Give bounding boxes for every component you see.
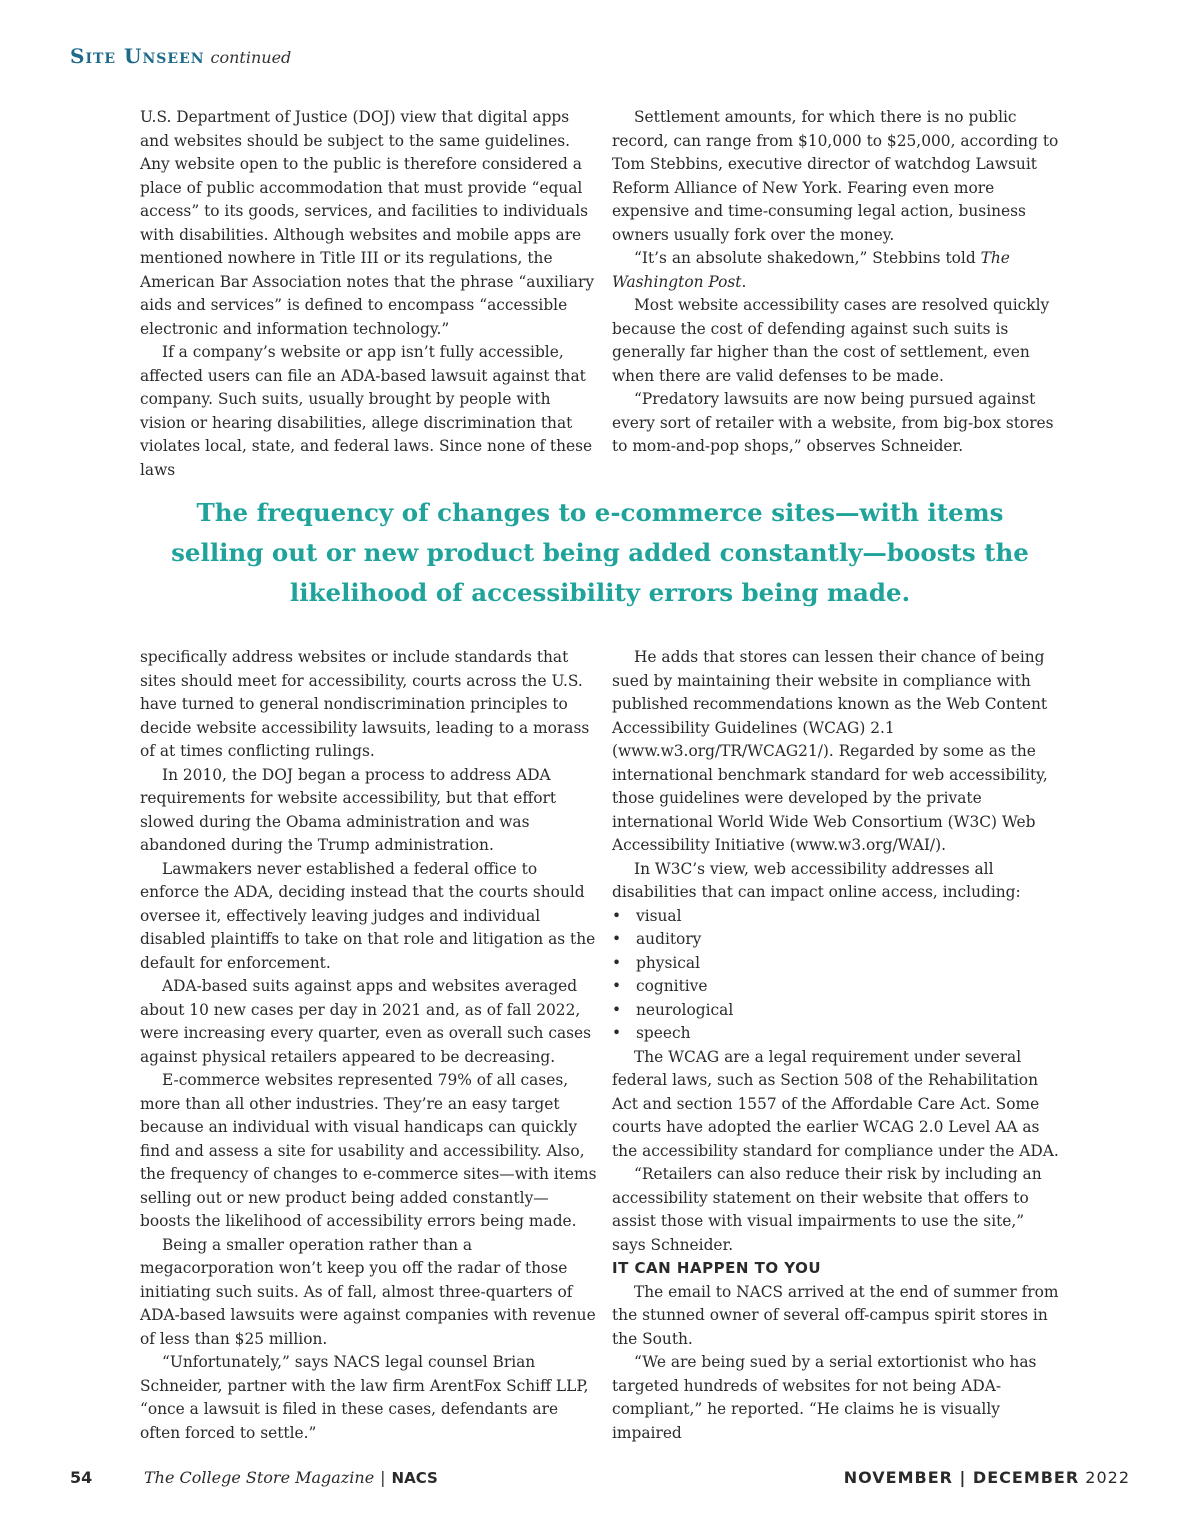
list-item: • auditory xyxy=(612,928,1060,952)
paragraph: “Unfortunately,” says NACS legal counsel Brian Schneider, partner with the law firm ArentFox Schiff LLP, “once a lawsuit is filed in these cases, defendants are often forced to settle.” xyxy=(140,1353,589,1442)
org-name: NACS xyxy=(391,1469,438,1487)
top-left-column xyxy=(140,106,598,482)
paragraph: ADA-based suits against apps and websites averaged about 10 new cases per day in 2021 and, as of fall 2022, were increasing every quarter, even as overall such cases against physical retailers appeared to be decreasing. xyxy=(140,977,592,1066)
bottom-right-column xyxy=(612,646,1060,1445)
paragraph: Lawmakers never established a federal office to enforce the ADA, deciding instead that the courts should oversee it, effectively leaving judges and individual disabled plaintiffs to take on that role and litigation as the default for enforcement. xyxy=(140,859,596,972)
section-header xyxy=(70,44,291,68)
paragraph: E-commerce websites represented 79% of all cases, more than all other industries. They’re an easy target because an individual with visual handicaps can quickly find and assess a site for usability and accessibility. Also, the frequency of changes to e-commerce sites—with items selling out or new product being added constantly—boosts the likelihood of accessibility errors being made. xyxy=(140,1071,597,1230)
paragraph: Settlement amounts, for which there is no public record, can range from $10,000 to $25,000, according to Tom Stebbins, executive director of watchdog Lawsuit Reform Alliance of New York. Fearing even more expensive and time-consuming legal action, business owners usually fork over the money. xyxy=(612,108,1059,244)
paragraph: He adds that stores can lessen their chance of being sued by maintaining their website in compliance with published recommendations known as the Web Content Accessibility Guidelines (WCAG) 2.1 (www.w3.org/TR/WCAG21/). Regarded by some as the international benchmark standard for web accessibility, those guidelines were developed by the private international World Wide Web Consortium (W3C) Web Accessibility Initiative (www.w3.org/WAI/). xyxy=(612,648,1048,854)
paragraph: In 2010, the DOJ began a process to address ADA requirements for website accessibility, but that effort slowed during the Obama administration and was abandoned during the Trump administration. xyxy=(140,765,557,854)
paragraph: U.S. Department of Justice (DOJ) view that digital apps and websites should be subject to the same guidelines. Any website open to the public is therefore considered a place of public accommodation that must provide “equal access” to its goods, services, and facilities to individuals with disabilities. Although websites and mobile apps are mentioned nowhere in Title III or its regulations, the American Bar Association notes that the phrase “auxiliary aids and services” is defined to encompass “accessible electronic and information technology.” xyxy=(140,108,595,338)
magazine-name: The College Store Magazine xyxy=(144,1468,375,1487)
paragraph: The WCAG are a legal requirement under several federal laws, such as Section 508 of the Rehabilitation Act and section 1557 of the Affordable Care Act. Some courts have adopted the earlier WCAG 2.0 Level AA as the accessibility standard for compliance under the ADA. xyxy=(612,1047,1059,1160)
magazine-credit xyxy=(144,1468,438,1487)
issue-months: NOVEMBER | DECEMBER xyxy=(843,1468,1080,1487)
list-item: • speech xyxy=(612,1022,1060,1046)
continued-label: continued xyxy=(210,48,292,67)
paragraph: Most website accessibility cases are resolved quickly because the cost of defending against such suits is generally far higher than the cost of settlement, even when there are valid defenses to be made. xyxy=(612,296,1050,385)
quote-text: “It’s an absolute shakedown,” Stebbins told xyxy=(634,249,981,267)
paragraph: If a company’s website or app isn’t fully accessible, affected users can file an ADA-based lawsuit against that company. Such suits, usually brought by people with vision or hearing disabilities, allege discrimination that violates local, state, and federal laws. Since none of these laws xyxy=(140,343,593,479)
section-title: Site Unseen xyxy=(70,44,205,68)
paragraph: The email to NACS arrived at the end of summer from the stunned owner of several off-campus spirit stores in the South. xyxy=(612,1282,1059,1348)
paragraph: “Predatory lawsuits are now being pursued against every sort of retailer with a website, from big-box stores to mom-and-pop shops,” observes Schneider. xyxy=(612,390,1054,455)
paragraph: “Retailers can also reduce their risk by including an accessibility statement on their website that offers to assist those with visual impairments to use the site,” says Schneider. xyxy=(612,1165,1042,1254)
paragraph: In W3C’s view, web accessibility addresses all disabilities that can impact online access, including: xyxy=(612,859,1021,901)
paragraph: “We are being sued by a serial extortionist who has targeted hundreds of websites for not being ADA-compliant,” he reported. “He claims he is visually impaired xyxy=(612,1353,1037,1442)
list-item: • visual xyxy=(612,905,1060,929)
list-item: • neurological xyxy=(612,999,1060,1023)
list-item: • cognitive xyxy=(612,975,1060,999)
page-footer xyxy=(70,1468,1130,1492)
bottom-left-column xyxy=(140,646,598,1445)
list-item: • physical xyxy=(612,952,1060,976)
disability-list xyxy=(612,905,1060,1046)
separator: | xyxy=(380,1468,386,1487)
quote-end: . xyxy=(741,272,747,291)
page-number: 54 xyxy=(70,1468,93,1487)
pull-quote: The frequency of changes to e-commerce sites—with items selling out or new product being added constantly—boosts the likelihood of accessibility errors being made. xyxy=(171,498,1029,607)
top-right-column xyxy=(612,106,1060,459)
subheading: IT CAN HAPPEN TO YOU xyxy=(612,1259,822,1277)
issue-year: 2022 xyxy=(1085,1468,1130,1487)
paragraph xyxy=(612,247,1060,294)
paragraph: Being a smaller operation rather than a megacorporation won’t keep you off the radar of those initiating such suits. As of fall, almost three-quarters of ADA-based lawsuits were against companies with revenue of less than $25 million. xyxy=(140,1235,596,1348)
paragraph: specifically address websites or include standards that sites should meet for accessibility, courts across the U.S. have turned to general nondiscrimination principles to decide website accessibility lawsuits, leading to a morass of at times conflicting rulings. xyxy=(140,648,590,760)
issue-date xyxy=(844,1468,1130,1487)
publication-name: The Washington Post xyxy=(612,249,1010,291)
